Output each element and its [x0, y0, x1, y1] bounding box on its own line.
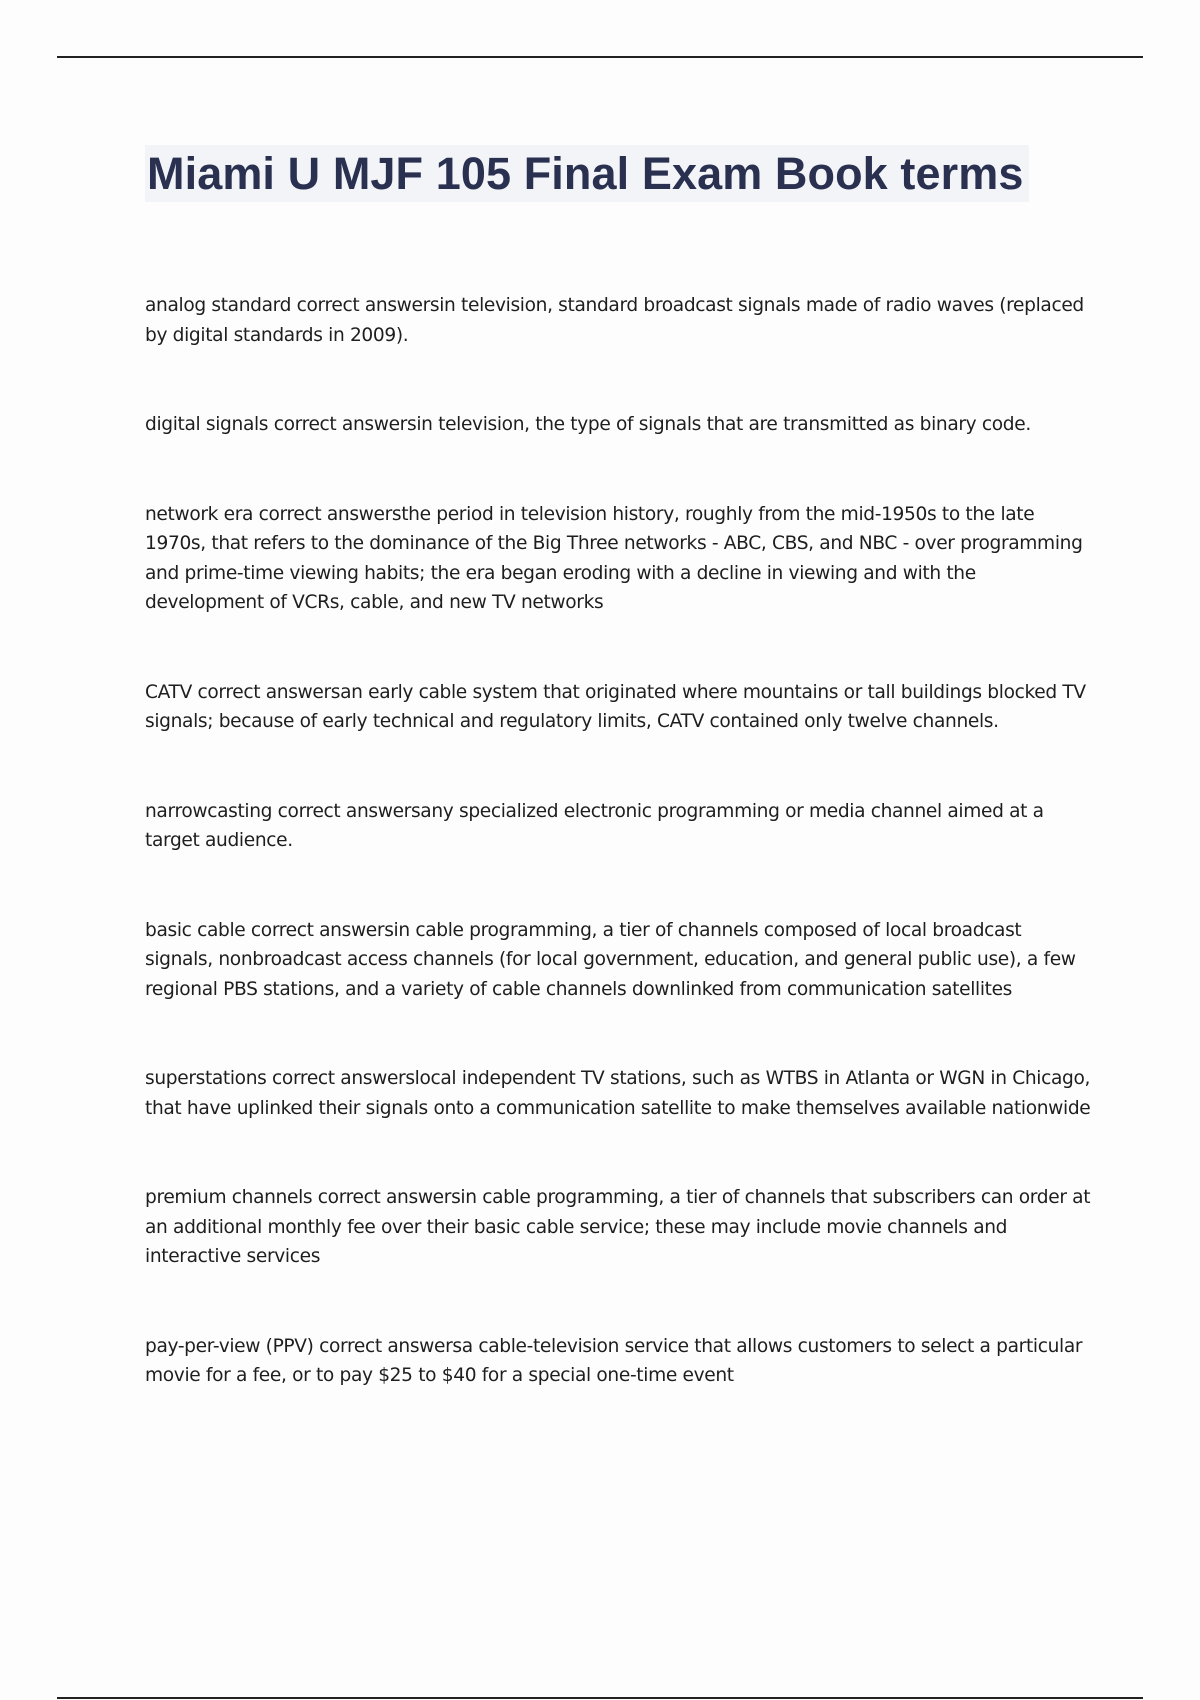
term-definition: in television, the type of signals that are transmitted as binary code. [416, 414, 1031, 435]
term-definition: in cable programming, a tier of channels that subscribers can order at an additional monthly fee over their basic cable service; these may include movie channels and interactive services [145, 1187, 1091, 1267]
term-definition: in television, standard broadcast signals made of radio waves (replaced by digital standards in 2009). [145, 295, 1084, 346]
term-definition: an early cable system that originated where mountains or tall buildings blocked TV signals; because of early technical and regulatory limits, CATV contained only twelve channels. [145, 681, 1086, 732]
term-entry-network-era [145, 500, 1091, 618]
term-entry-narrowcasting [145, 797, 1091, 856]
term-name: network era [145, 503, 254, 525]
term-name: analog standard [145, 295, 292, 316]
term-entry-superstations [145, 1064, 1091, 1123]
title-highlight [145, 145, 1029, 202]
term-definition: any specialized electronic programming or media channel aimed at a target audience. [145, 800, 1044, 851]
term-separator: correct answers [253, 503, 402, 525]
term-name: premium channels [145, 1187, 313, 1208]
term-entry-catv [145, 678, 1091, 737]
term-entry-pay-per-view [145, 1332, 1091, 1391]
term-definition: in cable programming, a tier of channels composed of local broadcast signals, nonbroadcast access channels (for local government, education, and general public use), a few regional PBS stations, and a variety of cable channels downlinked from communication satellites [145, 919, 1076, 1000]
bottom-rule [57, 1697, 1143, 1699]
term-name: digital signals [145, 414, 269, 435]
term-entry-digital-signals [145, 410, 1091, 440]
term-name: pay-per-view (PPV) [145, 1335, 314, 1357]
term-separator: correct answers [312, 1187, 461, 1208]
page-title: Miami U MJF 105 Final Exam Book terms [147, 148, 1024, 199]
term-separator: correct answers [291, 295, 440, 316]
term-definition: local independent TV stations, such as WTBS in Atlanta or WGN in Chicago, that have uplinked their signals onto a communication satellite to make themselves available nationwide [145, 1068, 1091, 1119]
term-name: CATV [145, 681, 192, 703]
term-name: superstations [145, 1068, 267, 1089]
term-entry-basic-cable [145, 916, 1091, 1005]
term-name: narrowcasting [145, 800, 273, 822]
term-separator: correct answers [272, 800, 421, 822]
term-definition: the period in television history, roughly from the mid-1950s to the late 1970s, that refers to the dominance of the Big Three networks - ABC, CBS, and NBC - over programming and prime-time viewing habits; the era began eroding with a decline in viewing and with the development of VCRs, cable, and new TV networks [145, 503, 1083, 613]
term-entry-premium-channels [145, 1183, 1091, 1272]
term-entry-analog-standard [145, 291, 1091, 350]
term-separator: correct answers [245, 919, 394, 941]
term-definition: a cable-television service that allows customers to select a particular movie for a fee, or to pay $25 to $40 for a special one-time event [145, 1335, 1083, 1386]
terms-list [145, 291, 1091, 1451]
term-separator: correct answers [313, 1335, 462, 1357]
term-separator: correct answers [268, 414, 417, 435]
top-rule [57, 56, 1143, 58]
term-separator: correct answers [266, 1068, 415, 1089]
term-name: basic cable [145, 919, 246, 941]
term-separator: correct answers [191, 681, 341, 703]
